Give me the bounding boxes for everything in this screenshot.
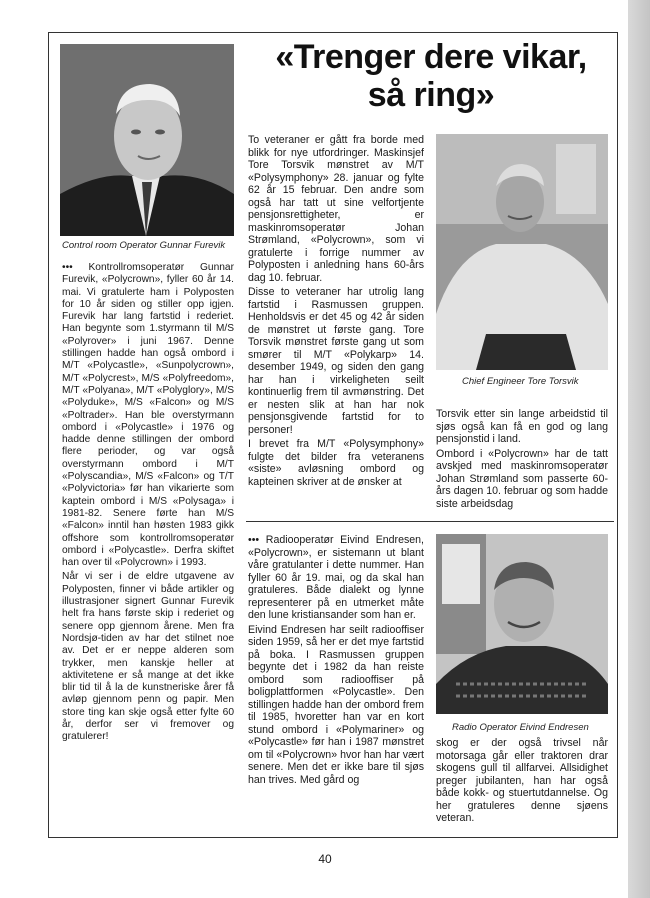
right-top-paragraph-1: Torsvik etter sin lange arbeidstid til sjøs også kan få en god og lang pensjonstid i land. <box>436 408 608 445</box>
middle-article-paragraph-1: To veteraner er gått fra borde med blikk for nye utfordringer. Maskinsjef Tore Torsvik mønstret av M/T «Polysymphony» 28. januar og fylte 62 år 15 februar. Den andre som også har tatt ut sine velfortjente pensjonsrettigheter, er maskinromsoperatør Johan Strømland, «Polycrown», som vi gratulerte i forrige nummer av Polyposten i anledning hans 60-års dag 10. februar. <box>248 134 424 284</box>
left-article-paragraph-2: Når vi ser i de eldre utgavene av Polyposten, finner vi både artikler og illustrasjoner signert Gunnar Furevik helt fra hans første skip i rederiet og senere opp gjennom årene. Men fra Nordsjø-tiden av har det stilnet noe av. Det er er neppe alderen som trykker, men kanskje heller at aktivitetene er så mange at det ikke blir tid til å la de kunstneriske årer få avløp gjennom penn og papir. Men store ting kan skje også etter fylte 60 år, derfor ser vi fremover og gratulerer! <box>62 571 234 743</box>
middle-column-top <box>248 134 424 490</box>
right-column-bottom <box>436 737 608 827</box>
middle-column-bottom <box>248 534 424 788</box>
bottom-middle-paragraph-2: Eivind Endresen har seilt radiooffiser siden 1959, så her er det mye fartstid på boka. I Rasmussen gruppen begynte det i 1982 da han reiste ombord som radiooffiser på boligplattformen «Polycastle». Den stillingen hadde han der ombord frem til 1985, hvoretter han var en kort stund ombord i «Polymariner» og «Polycastle» før han i 1987 mønstret om til «Polycrown» hvor han har vært senere. Men det er ikke bare til sjøs han trives. Med gård og <box>248 623 424 786</box>
middle-article-paragraph-2: Disse to veteraner har utrolig lang fartstid i Rasmussen gruppen. Henholdsvis er det 45 og 42 år siden de mønstret ut første gang. Tore Torsvik mønstret første gang ut som smører til M/T «Polykarp» 14. desember 1949, og siden den gang har han i virkeligheten seilt kontinuerlig frem til avmønstring. Det er nesten slik at han har nok pensjonsgivende fartstid for to personer! <box>248 286 424 436</box>
photo-gunnar-furevik <box>60 44 234 236</box>
caption-eivind-endresen: Radio Operator Eivind Endresen <box>452 722 589 733</box>
headline <box>248 38 614 114</box>
page-number: 40 <box>318 852 332 866</box>
middle-article-paragraph-3: I brevet fra M/T «Polysymphony» fulgte det bilder fra veteranens «siste» avløsning ombord og kapteinen skriver at de ønsker at <box>248 438 424 488</box>
caption-gunnar-furevik: Control room Operator Gunnar Furevik <box>62 240 226 251</box>
headline-line-1: «Trenger dere vikar, <box>275 38 587 76</box>
right-column-top <box>436 408 608 512</box>
bottom-right-paragraph-1: skog er der også trivsel når motorsaga går eller traktoren drar skogens gull til allfarvei. Allsidighet preger jubilanten, han har også både kokk- og stuertutdannelse. Og her gratuleres denne sjøens veteran. <box>436 737 608 824</box>
section-divider <box>246 521 614 522</box>
right-top-paragraph-2: Ombord i «Polycrown» har de tatt avskjed med maskinromsoperatør Johan Strømland som passerte 60-års dagen 10. februar og som hadde siste arbeidsdag <box>436 447 608 510</box>
caption-tore-torsvik: Chief Engineer Tore Torsvik <box>462 376 579 387</box>
left-article-paragraph-1: ••• Kontrollromsoperatør Gunnar Furevik, «Polycrown», fyller 60 år 14. mai. Vi gratulerte ham i Polyposten for 10 år siden og stiller opp igjen. Furevik har lang fartstid i rederiet. Han begynte som 1.styrmann til M/S «Polyrover» i juni 1967. Denne stillingen hadde han også ombord i M/T «Polycastle», «Sunpolycrown», M/T «Polycrest», M/S «Polyfreedom», M/T «Polyana», M/T «Polyglory», M/S «Polyduke», M/S «Falcon» og M/S «Poltrader». Han ble overstyrmann ombord i «Polycastle» i 1976 og hadde denne stillingen der ombord flere perioder, og var også overstyrmann ombord i M/T «Polyscandia», M/S «Falcon» og T/T «Polyvictoria» før han vikarierte som kaptein ombord i M/S «Polysaga» i 1981-82. Senere førte han M/S «Falcon» inntil han høsten 1983 gikk offshore som kontrollromsoperatør ombord i «Polycastle». Derfra skiftet han over til «Polycrown» i 1993. <box>62 262 234 569</box>
headline-line-2: så ring» <box>367 76 495 114</box>
photo-tore-torsvik <box>436 134 608 370</box>
bottom-middle-paragraph-1: ••• Radiooperatør Eivind Endresen, «Polycrown», er sistemann ut blant våre gratulanter i dette nummer. Han fyller 60 år 19. mai, og da skal han gratuleres. Både dialekt og lynne representerer på en utmerket måte den lune kristiansander som han er. <box>248 534 424 621</box>
left-column <box>62 262 234 746</box>
photo-eivind-endresen <box>436 534 608 714</box>
scan-edge <box>628 0 650 898</box>
